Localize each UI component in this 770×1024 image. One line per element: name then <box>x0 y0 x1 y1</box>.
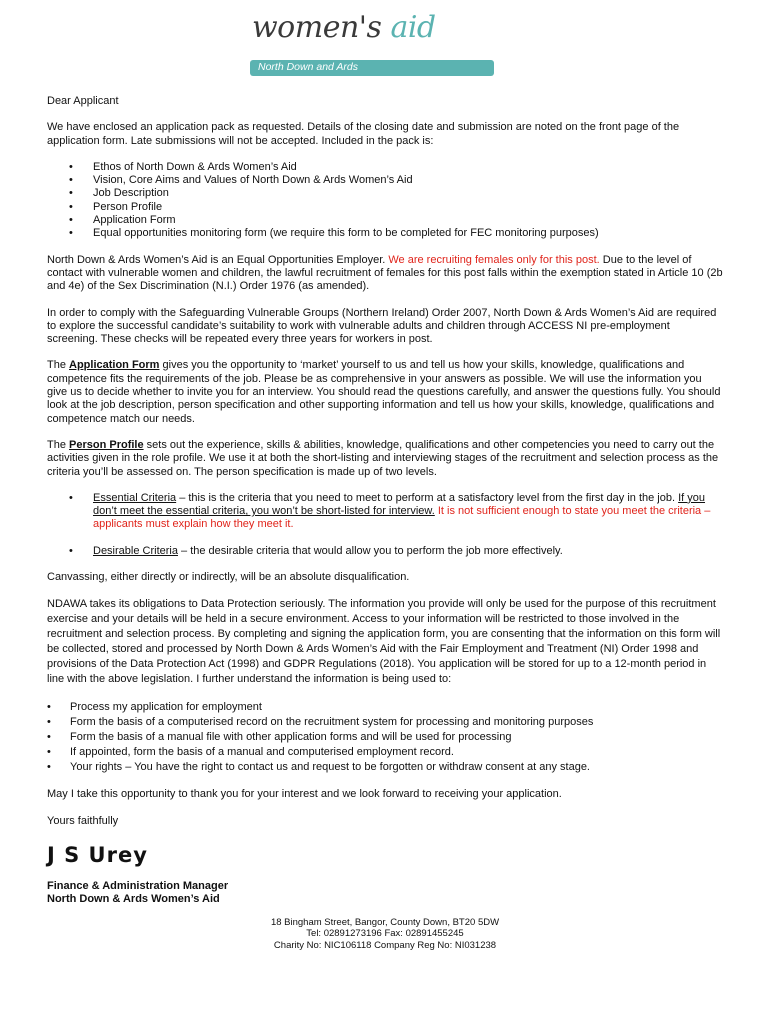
safeguarding-paragraph: In order to comply with the Safeguarding Vulnerable Groups (Northern Ireland) Order 2007, North Down & Ards Women’s Aid are required to explore the successful candidate’s suitability to work with vulnerable adults and children through ACCESS NI pre-employment screening. These checks will be repeated every three years for workers in post. <box>47 306 717 346</box>
list-item: • Your rights – You have the right to contact us and request to be forgotten or withdraw consent at any stage. <box>47 760 723 775</box>
footer-registration: Charity No: NIC106118 Company Reg No: NI031238 <box>273 939 497 951</box>
list-item: • Person Profile <box>47 201 723 214</box>
logo-subtitle: North Down and Ards <box>258 61 358 73</box>
salutation: Dear Applicant <box>47 95 119 107</box>
desirable-criteria-item: • Desirable Criteria – the desirable criteria that would allow you to perform the job more effectively. <box>47 545 723 558</box>
signer-organisation: North Down & Ards Women’s Aid <box>47 893 220 906</box>
equal-opportunities-paragraph: North Down & Ards Women’s Aid is an Equal Opportunities Employer. We are recruiting females only for this post. Due to the level of contact with vulnerable women and children, the lawful recruitment of females for this post falls within the exemption stated in Article 10 (2b and 4e) of the Sex Discrimination (N.I.) Order 1976 (as amended). <box>47 253 723 293</box>
footer <box>47 917 723 952</box>
person-profile-paragraph: The Person Profile sets out the experience, skills & abilities, knowledge, qualifications and other competencies you need to carry out the activities given in the role profile. We use it at both the short-listing and interviewing stages of the recruitment and selection process as the criteria you’ll be assessed on. The person specification is made up of two levels. <box>47 438 719 478</box>
data-protection-paragraph: NDAWA takes its obligations to Data Protection seriously. The information you provide will only be used for the purpose of this recruitment exercise and your details will be held in a secure environment. Access to your information will be restricted to those involved in the recruitment and selection process. By completing and signing the application form, you are consenting that the information on this form will be collected, stored and processed by North Down & Ards Women’s Aid with the Fair Employment and Treatment (NI) Order 1998 and provisions of the Data Protection Act (1998) and GDPR Regulations (2018). You application will be stored for up to a 12-month period in line with the above legislation. I further understand the information is being used to: <box>47 598 721 686</box>
application-form-term: Application Form <box>69 359 160 372</box>
letter-body <box>47 95 723 951</box>
pack-contents-list <box>47 161 723 241</box>
list-item: • Equal opportunities monitoring form (we require this form to be completed for FEC monitoring purposes) <box>47 227 723 240</box>
closing: Yours faithfully <box>47 814 119 827</box>
logo-subtitle-bar <box>250 60 494 76</box>
person-profile-term: Person Profile <box>69 438 144 451</box>
criteria-list <box>47 492 723 558</box>
females-only-notice: We are recruiting females only for this post. <box>388 253 600 266</box>
signature: J S Urey <box>47 842 148 867</box>
footer-phone: Tel: 02891273196 Fax: 02891455245 <box>306 928 464 939</box>
essential-criteria-item: • Essential Criteria – this is the criteria that you need to meet to perform at a satisfactory level from the first day in the job. If you don’t meet the essential criteria, you won’t be short-listed for interview. It is not sufficient enough to state you meet the criteria – applicants must explain how they meet it. <box>47 492 723 532</box>
signer-title: Finance & Administration Manager <box>47 879 229 892</box>
intro-paragraph: We have enclosed an application pack as requested. Details of the closing date and submission are noted on the front page of the application form. Late submissions will not be accepted. Included in the pack is: <box>47 121 680 147</box>
list-item: • Process my application for employment <box>47 700 723 715</box>
data-uses-list <box>47 700 723 775</box>
logo-wordmark: women's aid <box>252 10 436 45</box>
list-item: • Ethos of North Down & Ards Women’s Aid <box>47 161 723 174</box>
application-form-paragraph: The Application Form gives you the opportunity to ‘market’ yourself to us and tell us how your skills, knowledge, qualifications and competence fits the requirements of the job. Please be as comprehensive in your answers as possible. We will use the information you give us to decide whether to invite you for an interview. You should read the questions carefully, and answer the questions fully. You should look at the job description, person specification and other supporting information and tell us how your skills, knowledge, qualifications and competence match our needs. <box>47 359 721 425</box>
list-item: • Form the basis of a manual file with other application forms and will be used for processing <box>47 730 723 745</box>
canvassing-paragraph: Canvassing, either directly or indirectly, will be an absolute disqualification. <box>47 571 410 584</box>
womens-aid-logo <box>250 10 496 76</box>
thanks-paragraph: May I take this opportunity to thank you for your interest and we look forward to receiving your application. <box>47 788 562 801</box>
list-item: • Form the basis of a computerised record on the recruitment system for processing and monitoring purposes <box>47 715 723 730</box>
list-item: • If appointed, form the basis of a manual and computerised employment record. <box>47 745 723 760</box>
list-item: • Vision, Core Aims and Values of North Down & Ards Women’s Aid <box>47 174 723 187</box>
list-item: • Application Form <box>47 214 723 227</box>
list-item: • Job Description <box>47 187 723 200</box>
footer-address: 18 Bingham Street, Bangor, County Down, BT20 5DW <box>270 916 500 928</box>
